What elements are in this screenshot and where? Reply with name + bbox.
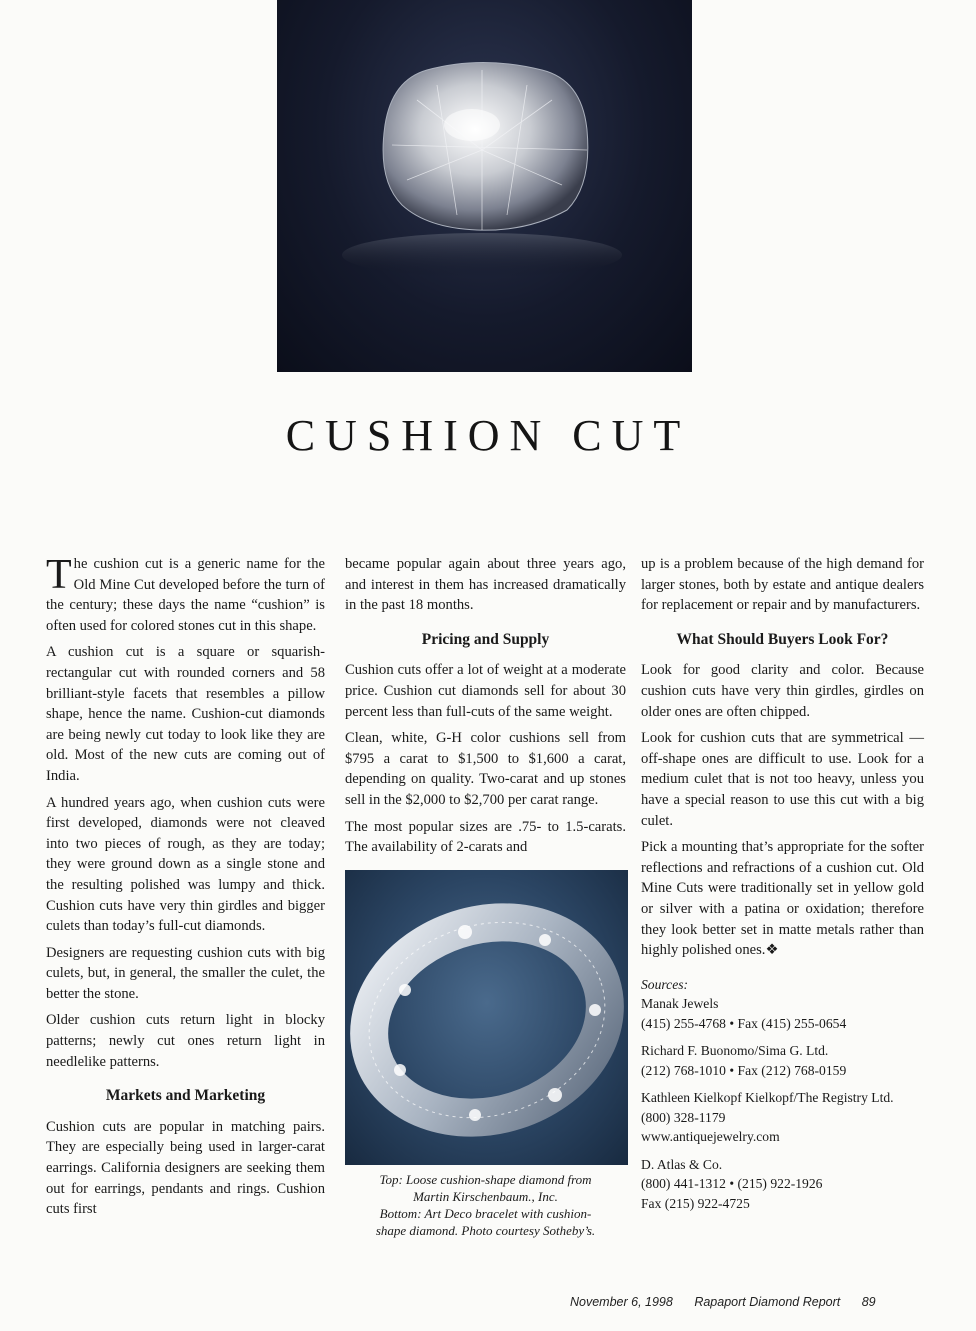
cushion-diamond-illustration	[277, 0, 692, 372]
paragraph: up is a problem because of the high demand for larger stones, both by estate and antique dealers for replacement or repair and by manufacturers.	[641, 556, 924, 614]
footer-publication: Rapaport Diamond Report	[694, 1295, 841, 1309]
paragraph: Look for cushion cuts that are symmetrical — off-shape ones are difficult to use. Look for a medium culet that is not too heavy, unless you have a special reason to use this cut with a big culet.	[641, 730, 924, 829]
section-heading-buyers: What Should Buyers Look For?	[676, 630, 889, 648]
sources-list	[641, 975, 924, 1214]
paragraph: Older cushion cuts return light in blocky patterns; newly cut ones return light in needlelike patterns.	[46, 1012, 325, 1070]
column-3	[641, 554, 924, 1221]
intro-paragraph: The cushion cut is a generic name for the Old Mine Cut developed before the turn of the century; these days the name “cushion” is often used for colored stones cut in this shape.	[46, 552, 325, 634]
page-number: 89	[861, 1295, 876, 1309]
paragraph: A hundred years ago, when cushion cuts were first developed, diamonds were not cleaved into two pieces of rough, as they are today; they were ground down as a single stone and the resulting polished was lumpy and thick. Cushion cuts have very thin girdles and bigger culets than today’s full-cut diamonds.	[46, 794, 325, 935]
footer-date: November 6, 1998	[570, 1295, 673, 1309]
paragraph: Cushion cuts are popular in matching pairs. They are especially being used in larger-carat earrings. California designers are seeking them out for earrings, pendants and rings. Cushion cuts first	[46, 1118, 325, 1218]
drop-cap: T	[46, 552, 72, 598]
paragraph: Pick a mounting that’s appropriate for the softer reflections and refractions of a cushion cut. Old Mine Cuts were traditionally set in yellow gold or silver with a patina or oxidation; therefore they look better set in matte metals rather than highly polished ones.❖	[641, 839, 924, 959]
end-mark-icon: ❖	[765, 942, 779, 959]
column-1	[46, 554, 325, 1226]
paragraph: A cushion cut is a square or squarish-rectangular cut with rounded corners and 58 brilliant-style facets that resembles a pillow shape, hence the name. Cushion-cut diamonds are being newly cut today to look like they are old. Most of the new cuts are coming out of India.	[46, 644, 325, 784]
paragraph: became popular again about three years ago, and interest in them has increased dramatically in the past 18 months.	[345, 556, 626, 614]
page-title: CUSHION CUT	[285, 411, 691, 460]
paragraph: Cushion cuts offer a lot of weight at a moderate price. Cushion cut diamonds sell for about 30 percent less than full-cuts of the same weight.	[345, 662, 626, 720]
photo-caption: Top: Loose cushion-shape diamond from Martin Kirschenbaum., Inc. Bottom: Art Deco bracelet with cushion- shape diamond. Photo courtesy Sotheby’s.	[375, 1171, 596, 1238]
art-deco-bracelet-illustration	[345, 870, 628, 1165]
source-entry: Manak Jewels (415) 255-4768 • Fax (415) 255-0654	[641, 996, 847, 1031]
column-2	[345, 554, 626, 1239]
page-footer	[570, 1295, 876, 1309]
section-heading-pricing: Pricing and Supply	[421, 630, 550, 648]
diamond-photo	[277, 0, 692, 372]
paragraph: The most popular sizes are .75- to 1.5-carats. The availability of 2-carats and	[345, 818, 626, 856]
source-entry: Kathleen Kielkopf Kielkopf/The Registry Ltd. (800) 328-1179 www.antiquejewelry.com	[641, 1090, 894, 1145]
bracelet-photo	[345, 870, 628, 1165]
source-entry: D. Atlas & Co. (800) 441-1312 • (215) 922-1926 Fax (215) 922-4725	[641, 1156, 823, 1211]
paragraph: Clean, white, G-H color cushions sell from $795 a carat to $1,500 to $1,600 a carat, depending on quality. Two-carat and up stones sell in the $2,000 to $2,700 per carat range.	[345, 730, 626, 808]
paragraph: Look for good clarity and color. Because cushion cuts have very thin girdles, girdles on older ones are often chipped.	[641, 662, 924, 720]
section-heading-markets: Markets and Marketing	[105, 1087, 266, 1105]
sources-header: Sources:	[641, 976, 689, 992]
paragraph: Designers are requesting cushion cuts with big culets, but, in general, the smaller the culet, the better the stone.	[46, 944, 325, 1002]
source-entry: Richard F. Buonomo/Sima G. Ltd. (212) 768-1010 • Fax (212) 768-0159	[641, 1043, 847, 1078]
